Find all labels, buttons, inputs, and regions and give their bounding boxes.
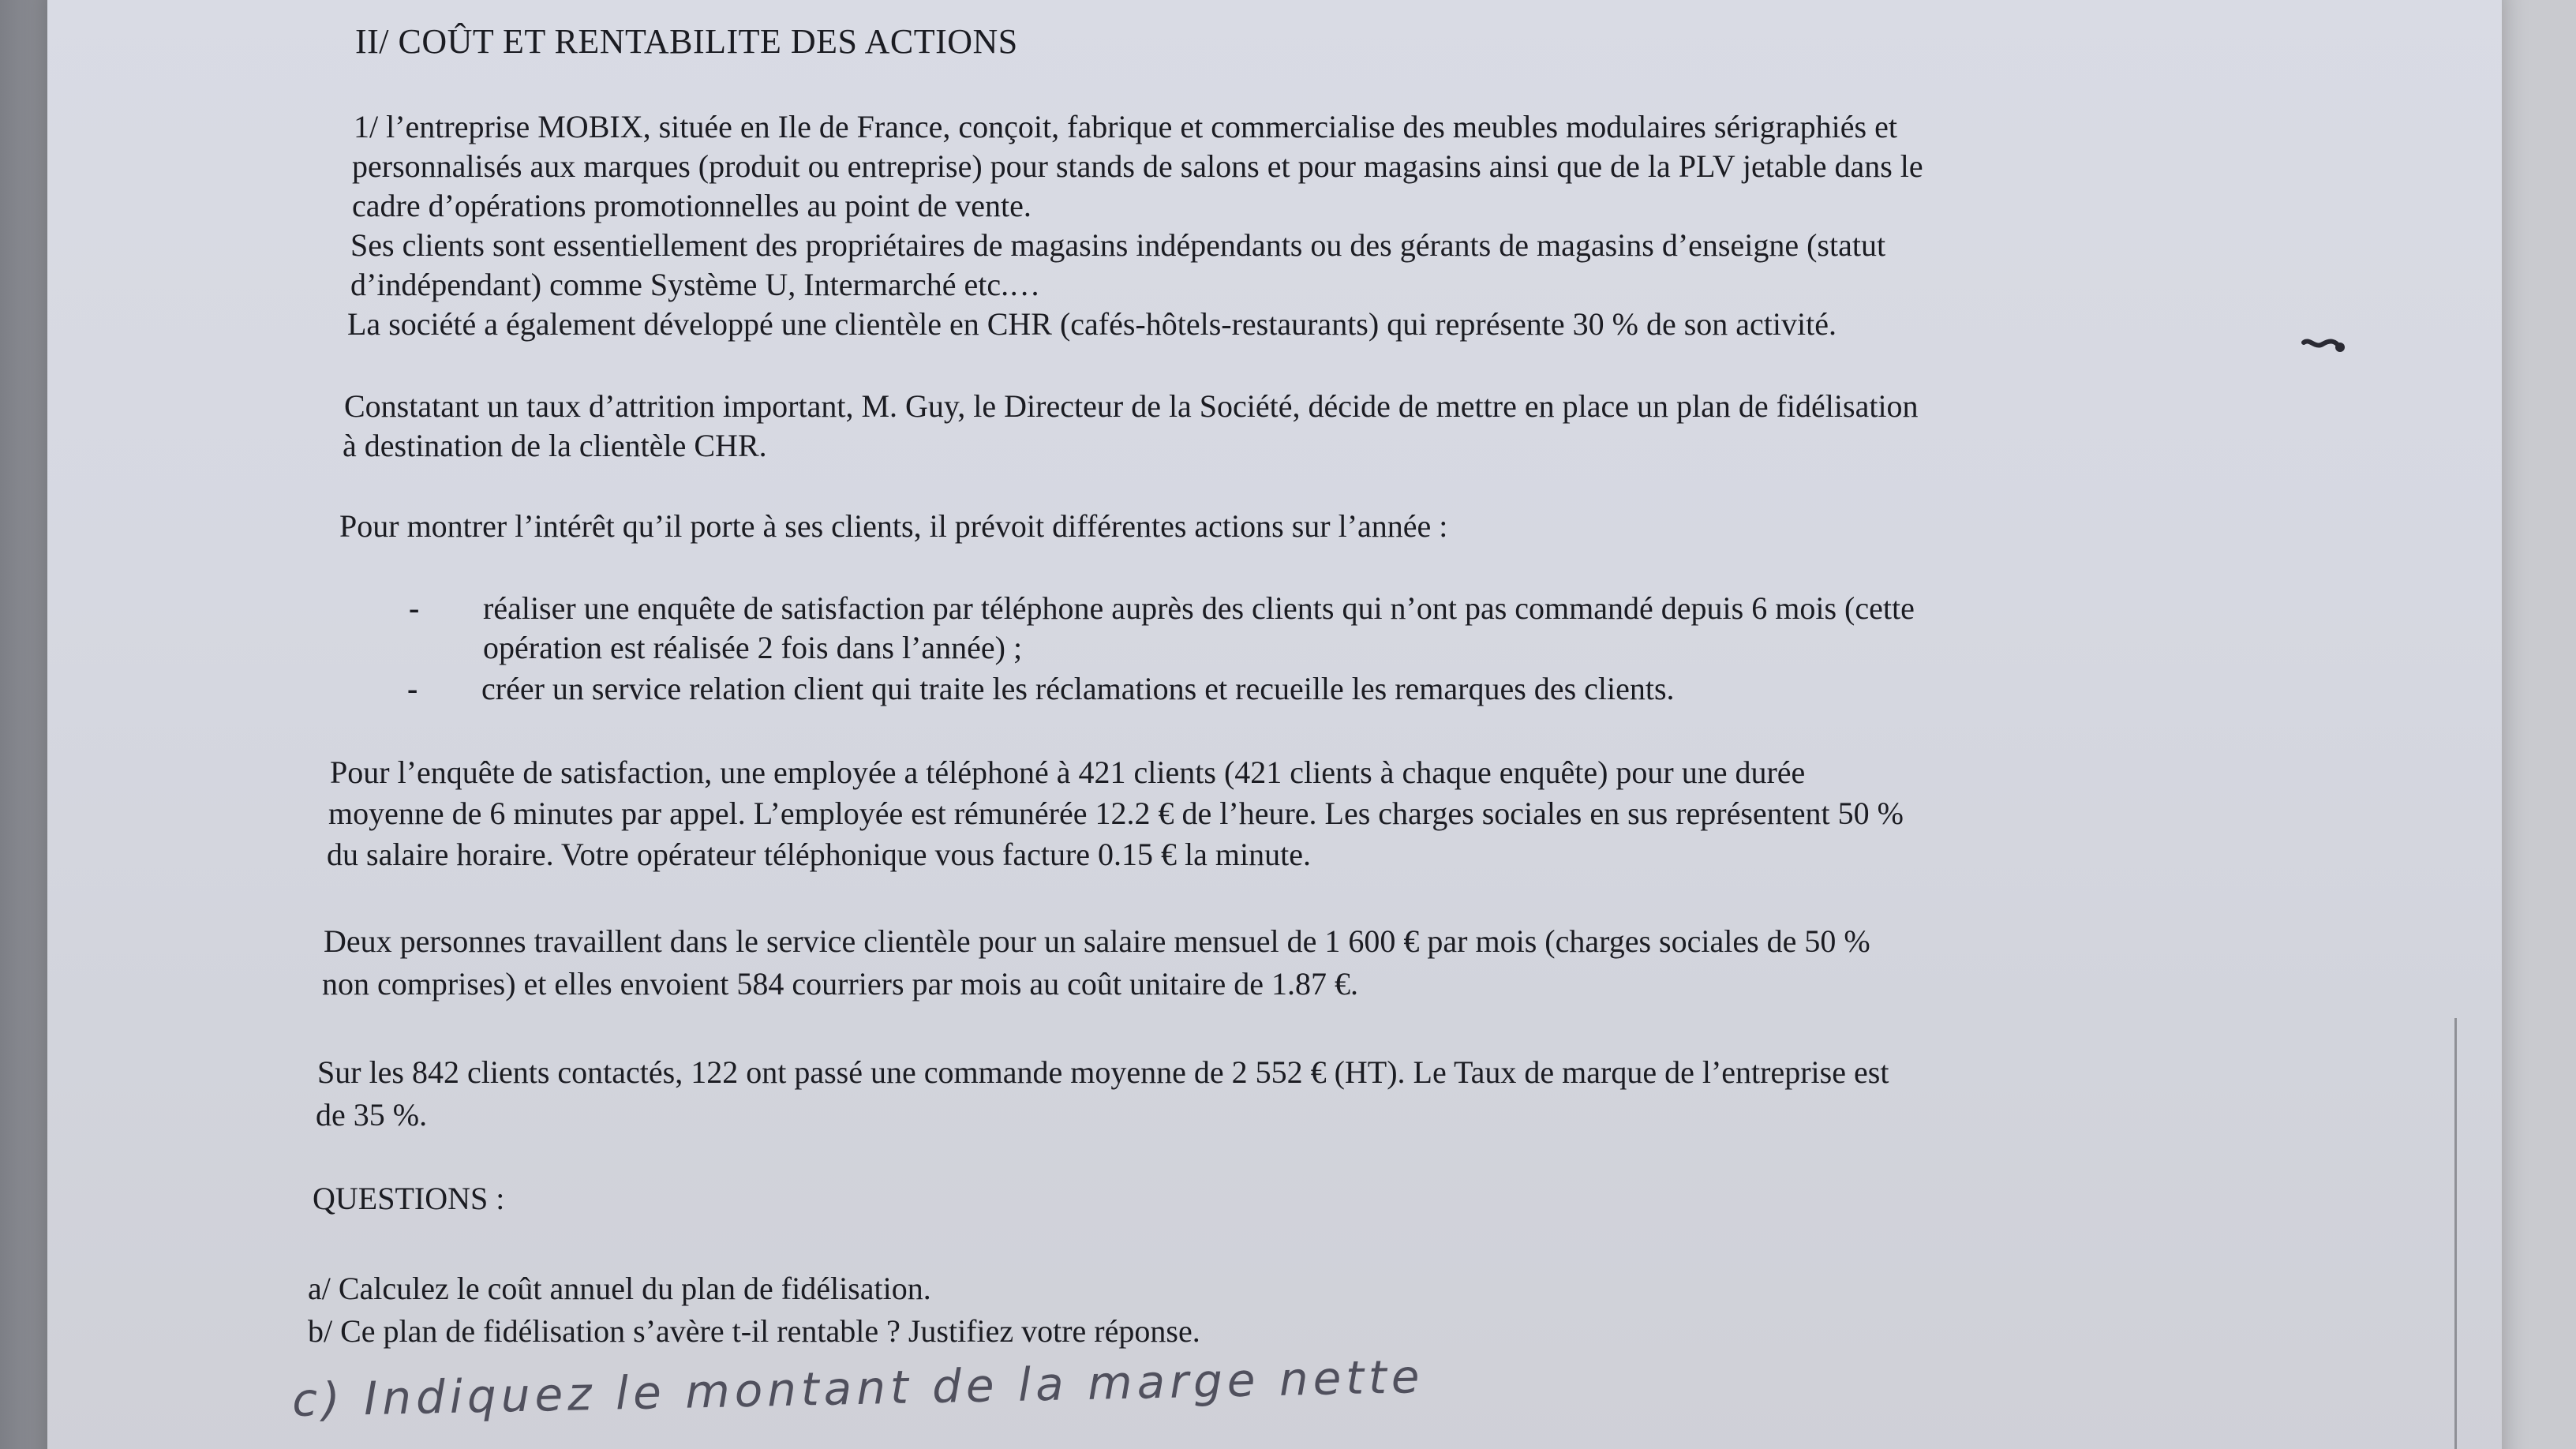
para5-line2: non comprises) et elles envoient 584 courriers par mois au coût unitaire de 1.87 €. xyxy=(322,966,1358,1002)
question-a: a/ Calculez le coût annuel du plan de fidélisation. xyxy=(308,1271,931,1306)
para5-line1: Deux personnes travaillent dans le service clientèle pour un salaire mensuel de 1 600 € par mois (charges sociales de 50 % xyxy=(324,923,1870,959)
section-heading: II/ COÛT ET RENTABILITE DES ACTIONS xyxy=(355,22,1018,61)
para1-line1: 1/ l’entreprise MOBIX, située en Ile de France, conçoit, fabrique et commercialise des meubles modulaires sérigraphiés et xyxy=(354,109,1897,144)
para2-line1: Constatant un taux d’attrition important, M. Guy, le Directeur de la Société, décide de mettre en place un plan de fidélisation xyxy=(344,388,1919,424)
handwritten-question-c: c) Indiquez le montant de la marge nette xyxy=(291,1349,1425,1428)
para1-line5: d’indépendant) comme Système U, Intermarché etc.… xyxy=(350,267,1041,302)
para3: Pour montrer l’intérêt qu’il porte à ses clients, il prévoit différentes actions sur l’année : xyxy=(339,508,1448,544)
para4-line3: du salaire horaire. Votre opérateur téléphonique vous facture 0.15 € la minute. xyxy=(327,837,1311,872)
para4-line2: moyenne de 6 minutes par appel. L’employée est rémunérée 12.2 € de l’heure. Les charges sociales en sus représentent 50 % xyxy=(328,796,1904,831)
para2-line2: à destination de la clientèle CHR. xyxy=(343,428,767,463)
para1-line6: La société a également développé une clientèle en CHR (cafés-hôtels-restaurants) qui représente 30 % de son activité. xyxy=(347,306,1837,342)
para1-line4: Ses clients sont essentiellement des propriétaires de magasins indépendants ou des gérants de magasins d’enseigne (statut xyxy=(350,227,1886,263)
para1-line3: cadre d’opérations promotionnelles au point de vente. xyxy=(352,188,1032,223)
para6-line2: de 35 %. xyxy=(316,1097,428,1133)
para4-line1: Pour l’enquête de satisfaction, une employée a téléphoné à 421 clients (421 clients à chaque enquête) pour une durée xyxy=(330,754,1806,790)
ink-mark-icon xyxy=(2301,331,2348,363)
bullet1-line1: réaliser une enquête de satisfaction par téléphone auprès des clients qui n’ont pas commandé depuis 6 mois (cette xyxy=(483,590,1915,626)
para6-line1: Sur les 842 clients contactés, 122 ont passé une commande moyenne de 2 552 € (HT). Le Taux de marque de l’entreprise est xyxy=(317,1054,1889,1090)
bullet1-marker: - xyxy=(409,590,420,626)
bullet1-line2: opération est réalisée 2 fois dans l’année) ; xyxy=(483,630,1023,665)
question-b: b/ Ce plan de fidélisation s’avère t-il rentable ? Justifiez votre réponse. xyxy=(308,1313,1200,1349)
bullet2-text: créer un service relation client qui traite les réclamations et recueille les remarques des clients. xyxy=(481,671,1675,706)
bullet2-marker: - xyxy=(407,671,418,706)
para1-line2: personnalisés aux marques (produit ou entreprise) pour stands de salons et pour magasins ainsi que de la PLV jetable dans le xyxy=(352,148,1923,184)
questions-title: QUESTIONS : xyxy=(313,1181,505,1216)
